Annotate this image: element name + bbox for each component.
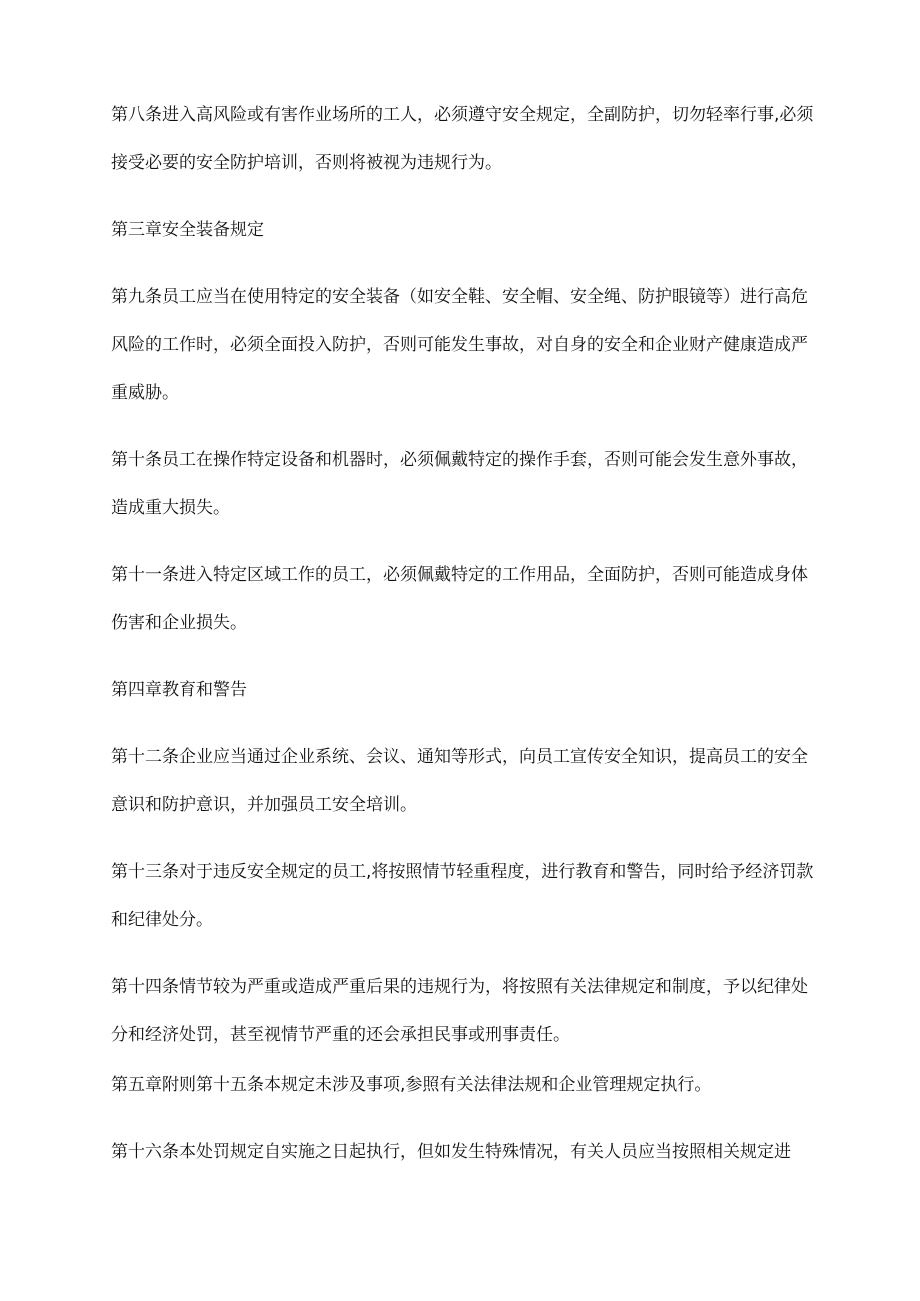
chapter-4-heading: 第四章教育和警告 (111, 680, 247, 700)
chapter-5-article-15-line: 第五章附则第十五条本规定未涉及事项,参照有关法律法规和企业管理规定执行。 (111, 1075, 712, 1095)
article-11-line-2: 伤害和企业损失。 (111, 613, 247, 633)
article-11-line-1: 第十一条进入特定区域工作的员工，必须佩戴特定的工作用品，全面防护，否则可能造成身体 (111, 565, 808, 585)
article-12-line-1: 第十二条企业应当通过企业系统、会议、通知等形式，向员工宣传安全知识，提高员工的安全 (111, 747, 808, 767)
article-13-line-2: 和纪律处分。 (111, 910, 213, 930)
article-9-line-3: 重威胁。 (111, 383, 179, 403)
article-9-line-1: 第九条员工应当在使用特定的安全装备（如安全鞋、安全帽、安全绳、防护眼镜等）进行高危 (111, 287, 808, 307)
article-14-line-2: 分和经济处罚，甚至视情节严重的还会承担民事或刑事责任。 (111, 1025, 570, 1045)
article-12-line-2: 意识和防护意识，并加强员工安全培训。 (111, 795, 417, 815)
article-16-line-1: 第十六条本处罚规定自实施之日起执行，但如发生特殊情况，有关人员应当按照相关规定进 (111, 1142, 791, 1162)
article-13-line-1: 第十三条对于违反安全规定的员工,将按照情节轻重程度，进行教育和警告，同时给予经济罚款 (111, 862, 814, 882)
article-10-line-2: 造成重大损失。 (111, 498, 230, 518)
article-8-line-1: 第八条进入高风险或有害作业场所的工人，必须遵守安全规定，全副防护，切勿轻率行事,必须 (111, 105, 814, 125)
chapter-3-heading: 第三章安全装备规定 (111, 220, 264, 240)
article-10-line-1: 第十条员工在操作特定设备和机器时，必须佩戴特定的操作手套，否则可能会发生意外事故， (111, 450, 808, 470)
article-9-line-2: 风险的工作时，必须全面投入防护，否则可能发生事故，对自身的安全和企业财产健康造成严 (111, 335, 808, 355)
article-14-line-1: 第十四条情节较为严重或造成严重后果的违规行为，将按照有关法律规定和制度，予以纪律处 (111, 977, 808, 997)
article-8-line-2: 接受必要的安全防护培训，否则将被视为违规行为。 (111, 153, 502, 173)
